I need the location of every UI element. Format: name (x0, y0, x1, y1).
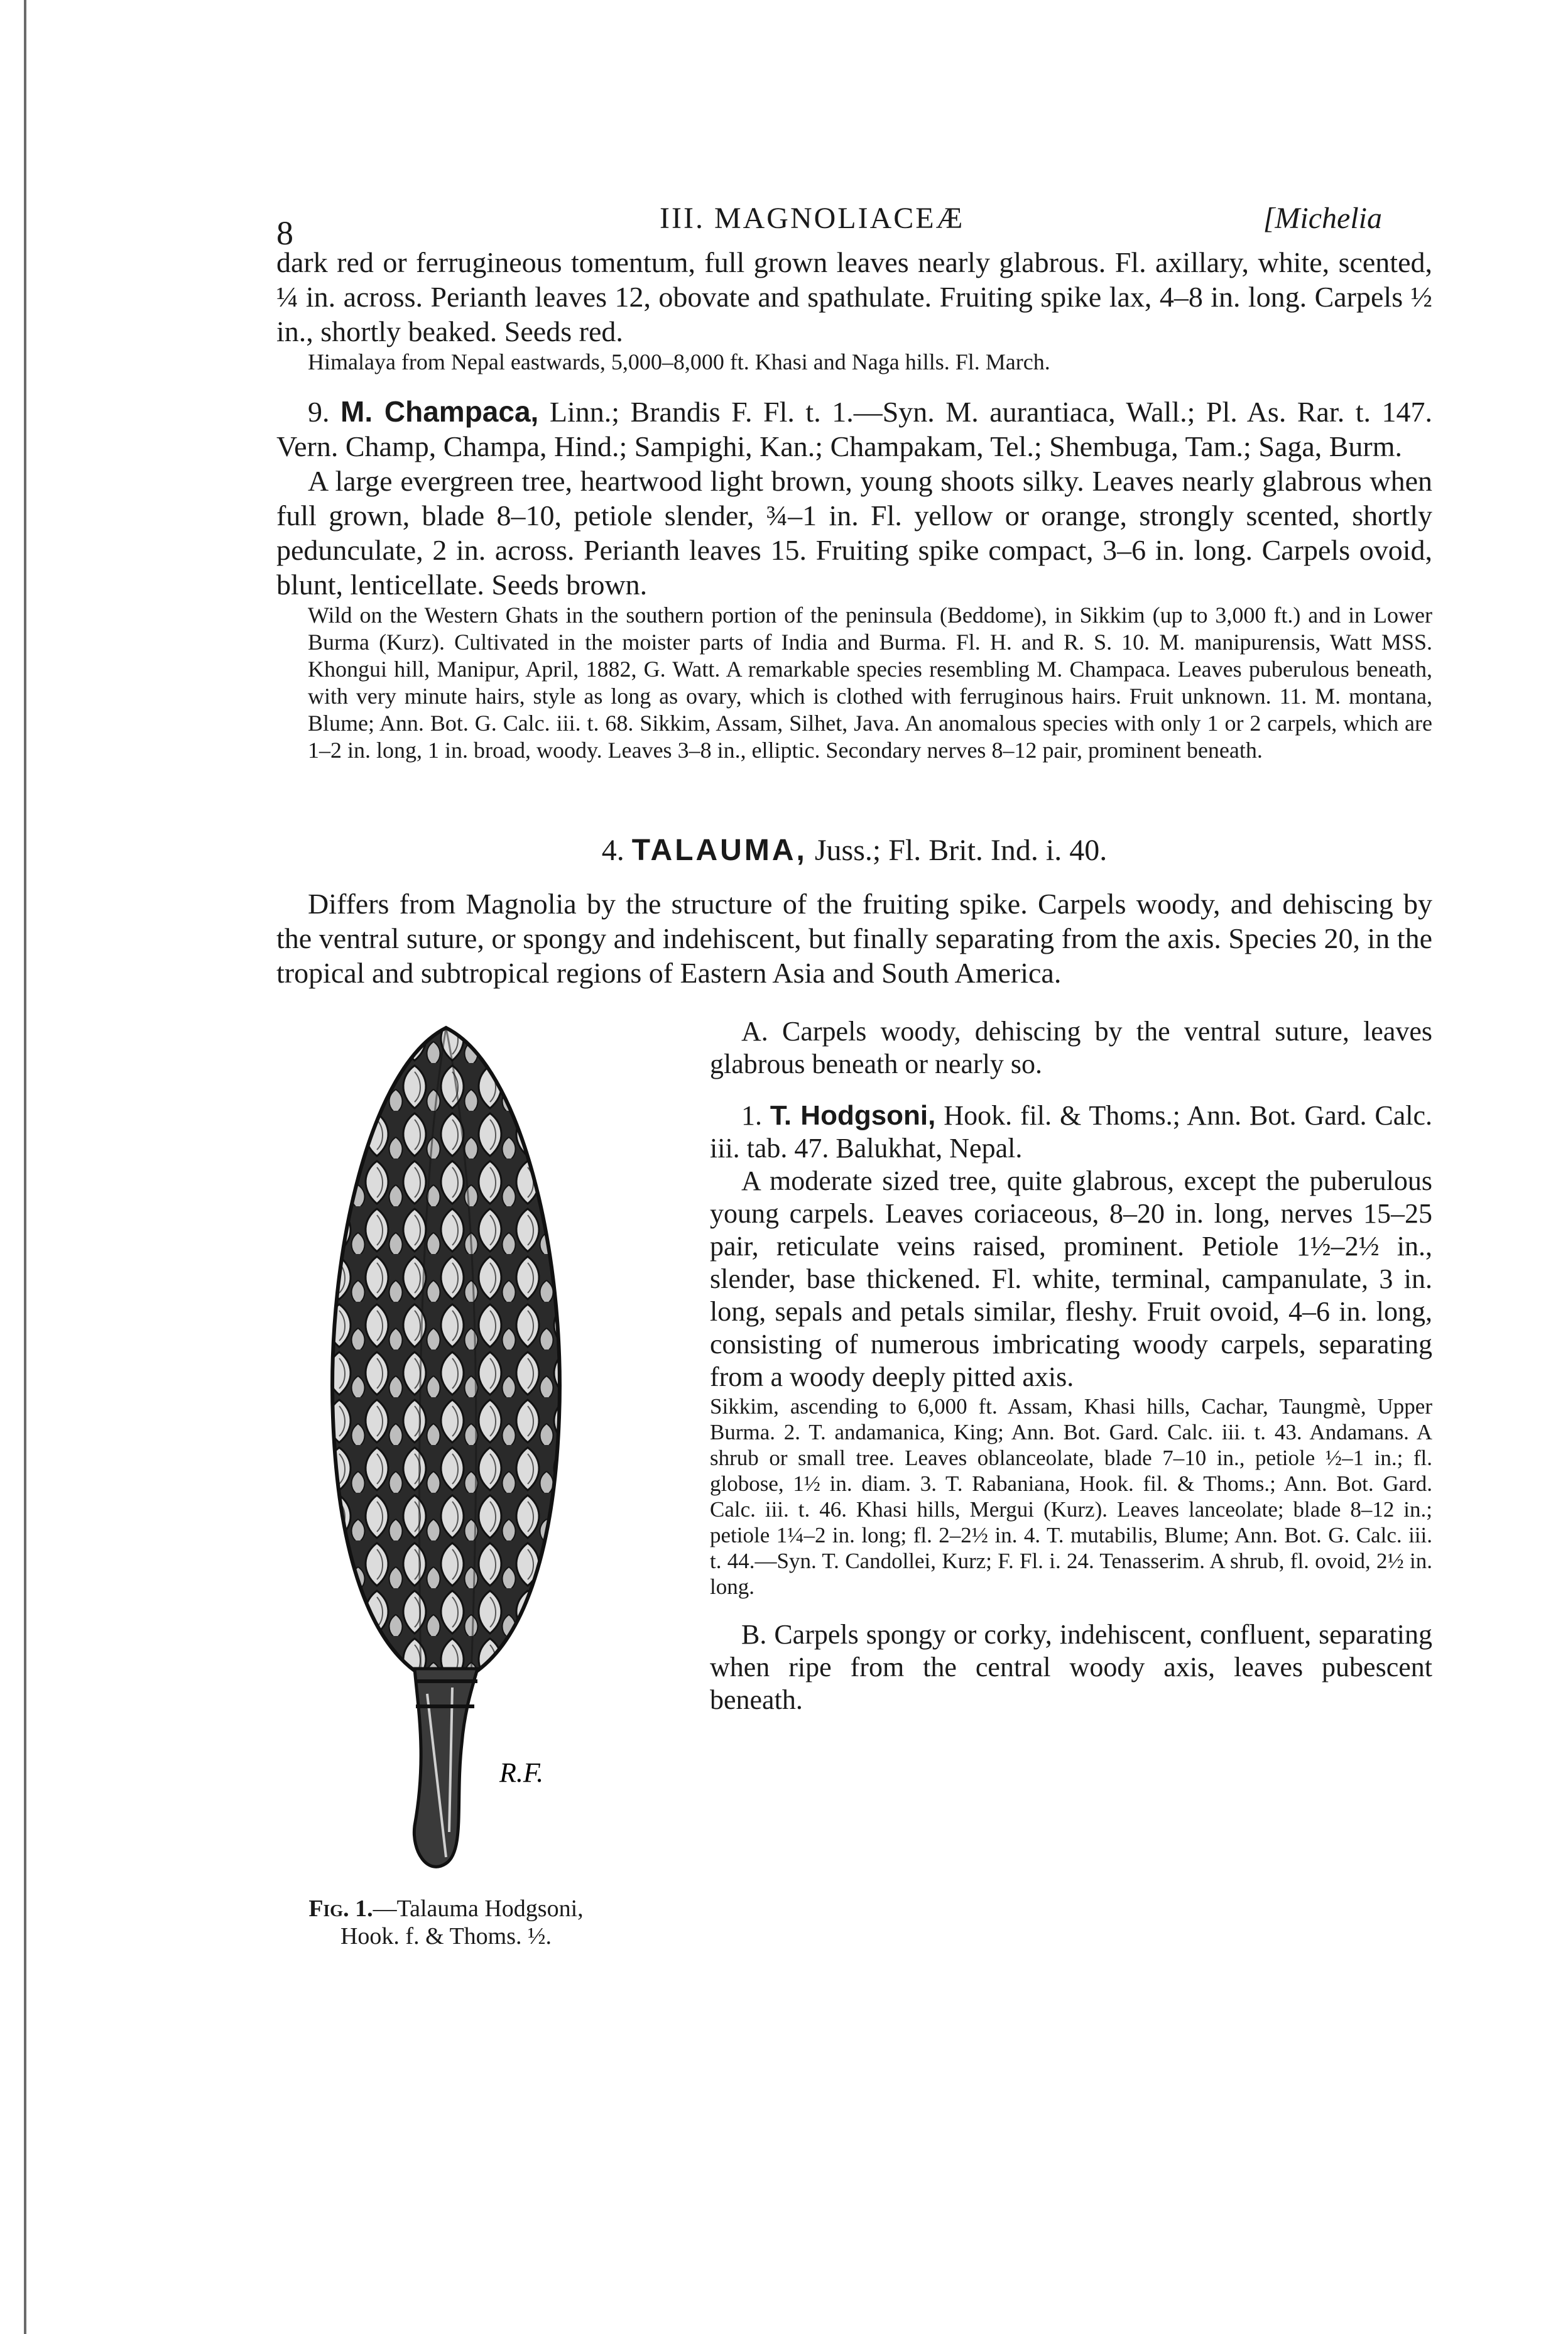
artist-initials: R.F. (499, 1757, 544, 1788)
genus-number: 4. (601, 834, 624, 867)
species-champaca-description: A large evergreen tree, heartwood light brown, young shoots silky. Leaves nearly glabrous when full grown, blade 8–10, petiole slender, ¾–1 in. Fl. yellow or orange, strongly scented, shortly pedunculate, 2 in. across. Perianth leaves 15. Fruiting spike compact, 3–6 in. long. Carpels ovoid, blunt, lenticellate. Seeds brown. (276, 465, 1432, 601)
distribution-note: Himalaya from Nepal eastwards, 5,000–8,000 ft. Khasi and Naga hills. Fl. March. (308, 349, 1050, 374)
page-number: 8 (276, 214, 293, 252)
book-page (276, 188, 1432, 1958)
genus-citation: Juss.; Fl. Brit. Ind. i. 40. (814, 834, 1108, 867)
species-hodgsoni-description: A moderate sized tree, quite glabrous, except the puberulous young carpels. Leaves coriaceous, 8–20 in. long, nerves 15–25 pair, reticulate veins raised, prominent. Petiole 1½–2½ in., slender, base thickened. Fl. white, terminal, campanulate, 3 in. long, sepals and petals similar, fleshy. Fruit ovoid, 4–6 in. long, consisting of numerous imbricating woody carpels, separating from a woody deeply pitted axis. (710, 1165, 1432, 1392)
genus-talauma-description: Differs from Magnolia by the structure of the fruiting spike. Carpels woody, and dehiscing by the ventral suture, or spongy and indehiscent, but finally separating from the axis. Species 20, in the tropical and subtropical regions of Eastern Asia and South America. (276, 888, 1432, 989)
section-b-heading: B. Carpels spongy or corky, indehiscent, confluent, separating when ripe from the central woody axis, leaves pubescent beneath. (710, 1619, 1432, 1715)
genus-talauma-heading (276, 833, 1432, 868)
species-hodgsoni-note: Sikkim, ascending to 6,000 ft. Assam, Khasi hills, Cachar, Taungmè, Upper Burma. 2. T. andamanica, King; Ann. Bot. Gard. Calc. iii. t. 43. Andamans. A shrub or small tree. Leaves oblanceolate, blade 7–10 in., petiole ½–1 in.; fl. globose, 1½ in. diam. 3. T. Rabaniana, Hook. fil. & Thoms.; Ann. Bot. Gard. Calc. iii. t. 46. Khasi hills, Mergui (Kurz). Leaves lanceolate; blade 8–12 in.; petiole 1¼–2 in. long; fl. 2–2½ in. 4. T. mutabilis, Blume; Ann. Bot. G. Calc. iii. t. 44.—Syn. T. Candollei, Kurz; F. Fl. i. 24. Tenasserim. A shrub, fl. ovoid, 2½ in. long. (710, 1394, 1432, 1599)
genus-running-title: [Michelia (1263, 202, 1382, 235)
continued-description: dark red or ferrugineous tomentum, full grown leaves nearly glabrous. Fl. axillary, white, scented, ¼ in. across. Perianth leaves 12, obovate and spathulate. Fruiting spike lax, 4–8 in. long. Carpels ½ in., shortly beaked. Seeds red. (276, 246, 1432, 347)
right-column (710, 1015, 1432, 1716)
running-head (276, 188, 1432, 252)
species-citation: Hook. fil. & Thoms.; Ann. Bot. Gard. Calc. iii. tab. 47. Balukhat, Nepal. (710, 1100, 1433, 1164)
section-a-heading: A. Carpels woody, dehiscing by the ventral suture, leaves glabrous beneath or nearly so. (710, 1016, 1432, 1079)
page-edge-line (24, 0, 26, 2334)
species-citation: Linn.; Brandis F. Fl. t. 1.—Syn. M. aurantiaca, Wall.; Pl. As. Rar. t. 147. Vern. Champ, Champa, Hind.; Sampighi, Kan.; Champakam, Tel.; Shembuga, Tam.; Saga, Burm. (276, 396, 1433, 462)
species-champaca-heading (276, 395, 1432, 464)
figure-caption-text: —Talauma Hodgsoni, Hook. f. & Thoms. ½. (340, 1895, 584, 1950)
genus-name: TALAUMA, (631, 834, 807, 867)
figure-label: Fig. 1. (308, 1895, 373, 1922)
talauma-fruit-illustration (320, 1015, 572, 1882)
figure-1 (276, 1015, 616, 1950)
family-title: III. MAGNOLIACEÆ (660, 202, 965, 235)
figure-and-text (276, 1015, 1432, 1958)
species-name: M. Champaca, (340, 395, 539, 428)
species-champaca-note: Wild on the Western Ghats in the southern portion of the peninsula (Beddome), in Sikkim (up to 3,000 ft.) and in Lower Burma (Kurz). Cultivated in the moister parts of India and Burma. Fl. H. and R. S. 10. M. manipurensis, Watt MSS. Khongui hill, Manipur, April, 1882, G. Watt. A remarkable species resembling M. Champaca. Leaves puberulous beneath, with very minute hairs, style as long as ovary, which is clothed with ferruginous hairs. Fruit unknown. 11. M. montana, Blume; Ann. Bot. G. Calc. iii. t. 68. Sikkim, Assam, Silhet, Java. An anomalous species with only 1 or 2 carpels, which are 1–2 in. long, 1 in. broad, woody. Leaves 3–8 in., elliptic. Secondary nerves 8–12 pair, prominent beneath. (308, 603, 1432, 763)
species-hodgsoni-heading (710, 1099, 1432, 1165)
species-name: T. Hodgsoni, (770, 1100, 936, 1131)
figure-caption (276, 1895, 616, 1950)
species-number: 1. (741, 1100, 762, 1131)
species-number: 9. (308, 396, 330, 428)
